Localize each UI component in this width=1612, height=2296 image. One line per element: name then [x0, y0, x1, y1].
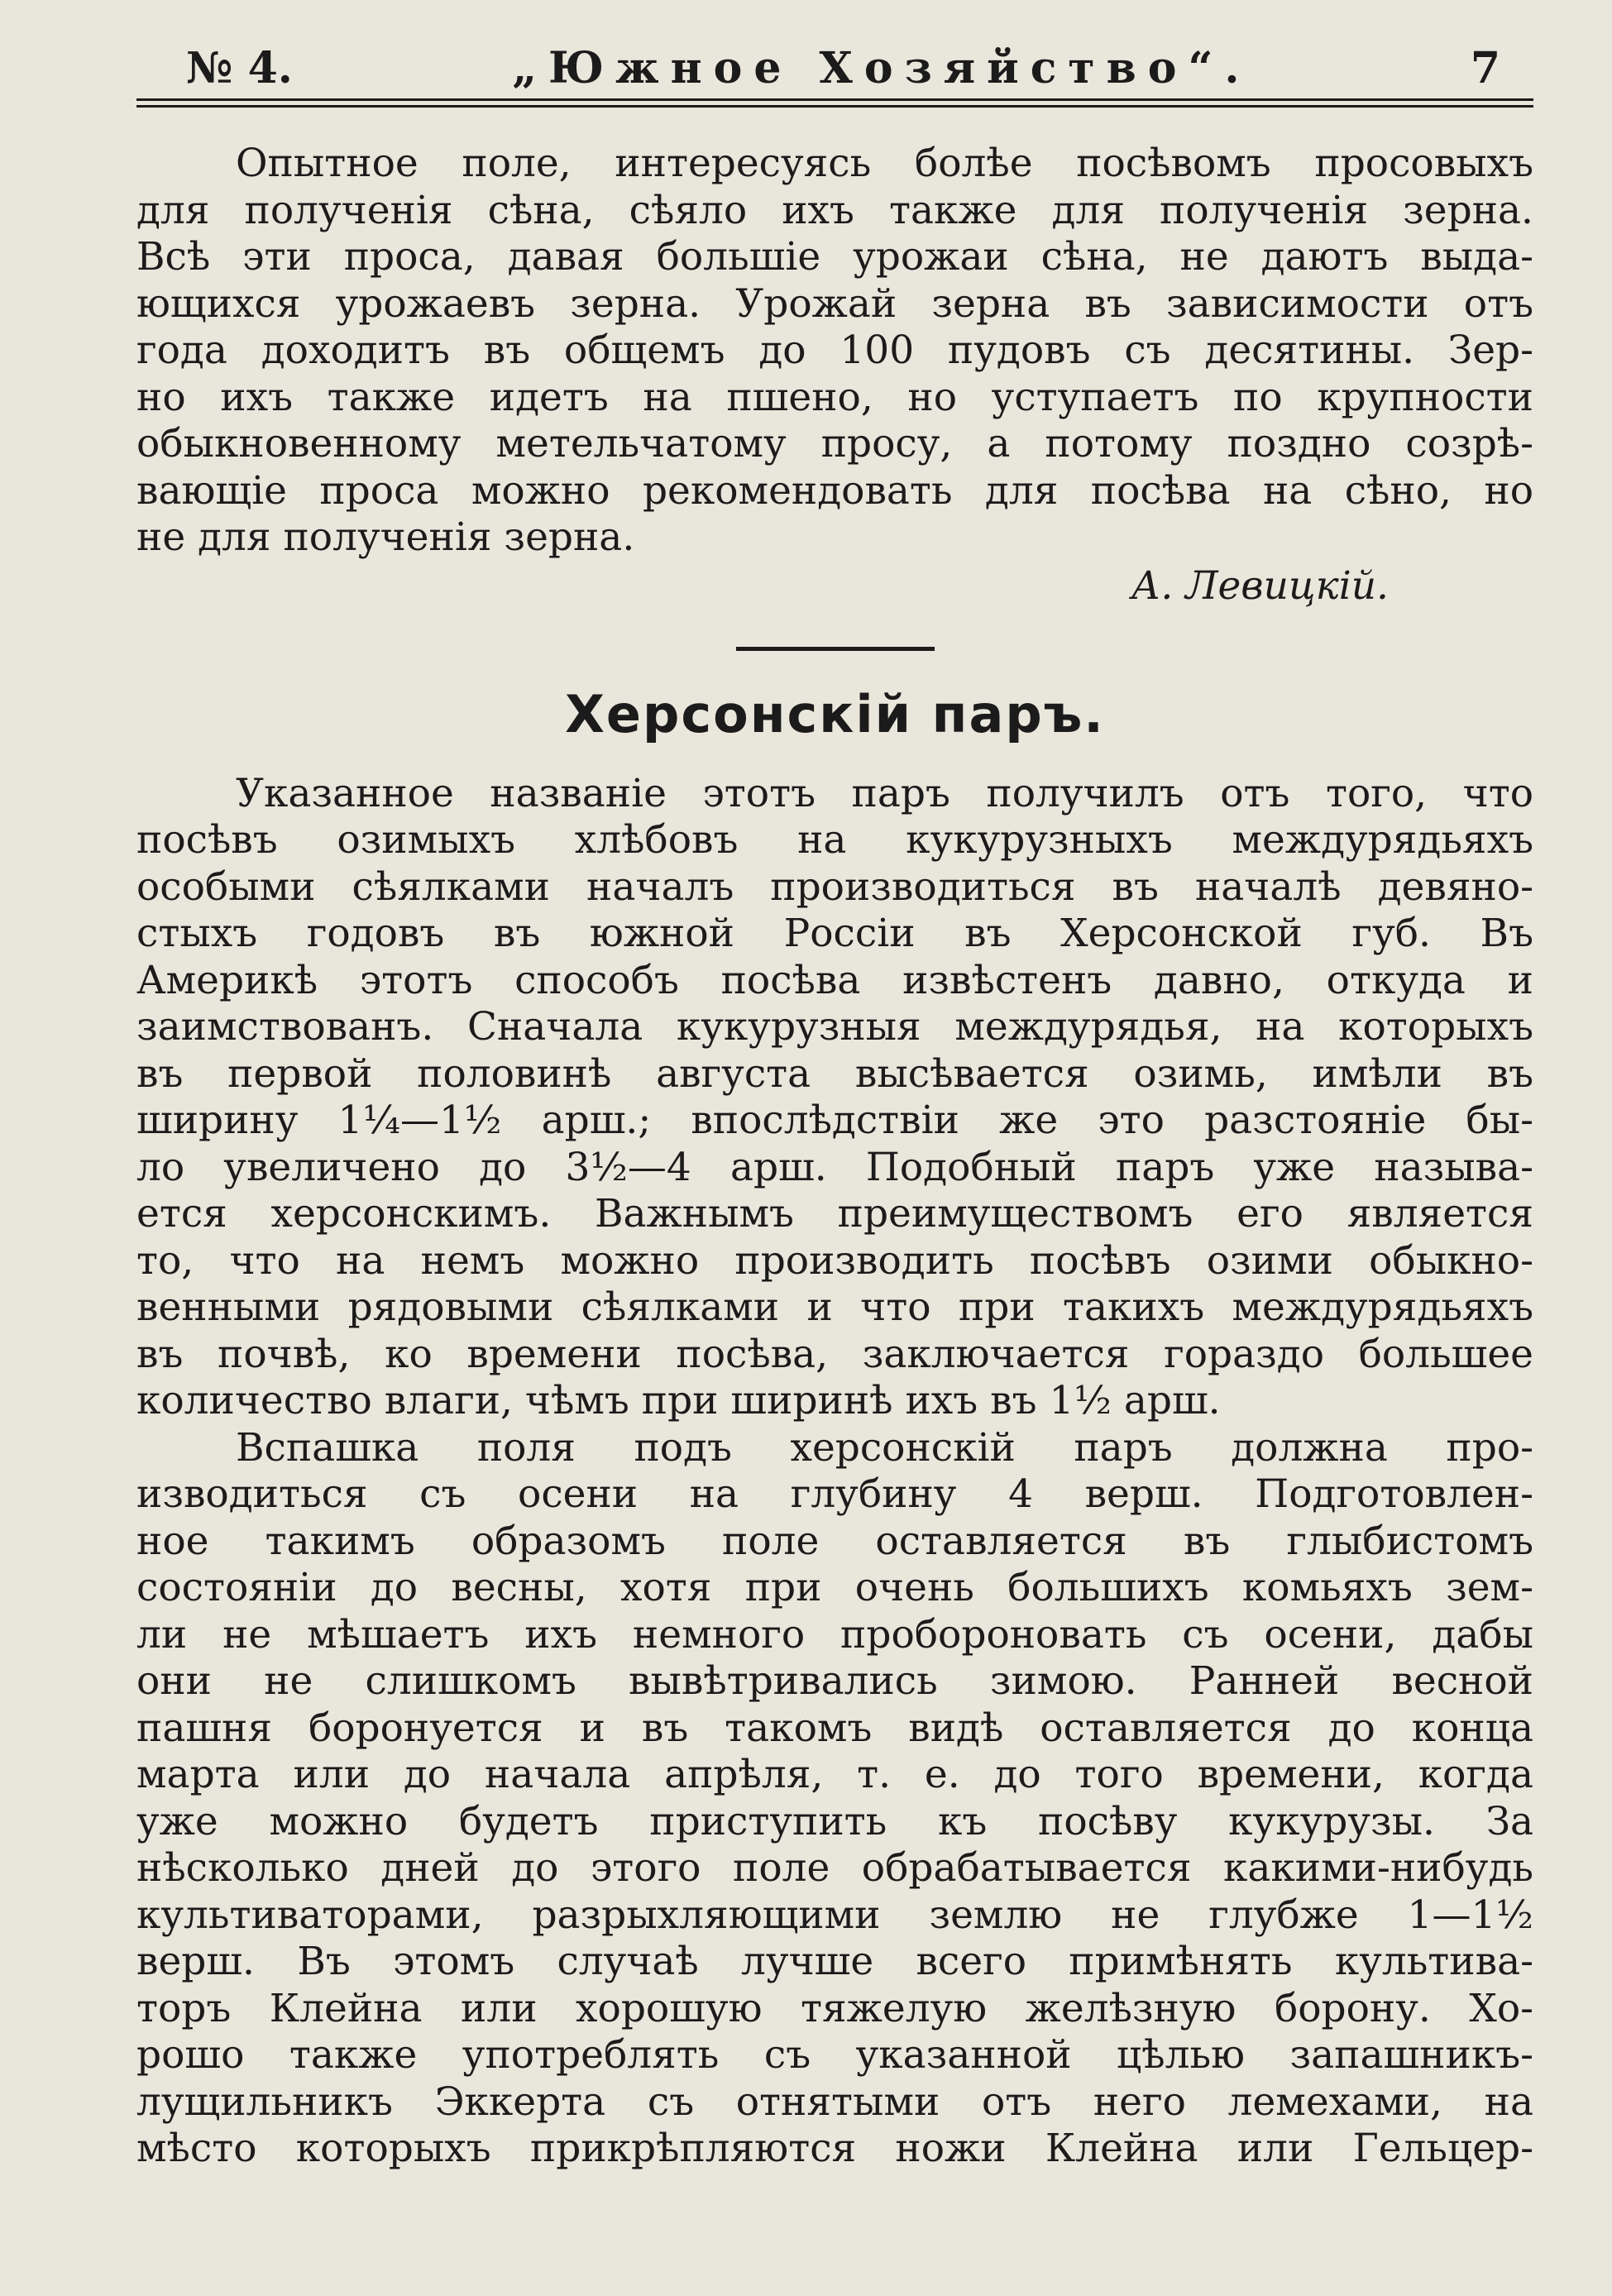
text-line: количество влаги, чѣмъ при ширинѣ ихъ въ 1½ арш. [136, 1378, 1221, 1423]
article-2 [136, 771, 1533, 2173]
text-line: состояніи до весны, хотя при очень большихъ комьяхъ зем- [136, 1565, 1533, 1610]
text-line: изводиться съ осени на глубину 4 верш. Подготовлен- [136, 1471, 1533, 1517]
page-number: 7 [1470, 43, 1500, 93]
text-line: ное такимъ образомъ поле оставляется въ глыбистомъ [136, 1518, 1533, 1564]
text-line: нѣсколько дней до этого поле обрабатывается какими-нибудь [136, 1845, 1533, 1891]
running-header [136, 43, 1533, 98]
text-line: ющихся урожаевъ зерна. Урожай зерна въ зависимости отъ [136, 280, 1533, 327]
text-line: особыми сѣялками началъ производиться въ началѣ девяно- [136, 863, 1533, 910]
text-line: стыхъ годовъ въ южной Россіи въ Херсонской губ. Въ [136, 911, 1533, 956]
text-line: рошо также употреблять съ указанной цѣлью запашникъ- [136, 2032, 1533, 2078]
text-line: марта или до начала апрѣля, т. е. до того времени, когда [136, 1752, 1533, 1797]
header-rule [136, 98, 1533, 108]
text-line: ется херсонскимъ. Важнымъ преимуществомъ его является [136, 1191, 1533, 1236]
text-line: они не слишкомъ вывѣтривались зимою. Ранней весной [136, 1658, 1533, 1704]
text-line: лущильникъ Эккерта съ отнятыми отъ него лемехами, на [136, 2078, 1533, 2125]
text-line: но ихъ также идетъ на пшено, но уступаетъ по крупности [136, 374, 1533, 420]
text-line: Америкѣ этотъ способъ посѣва извѣстенъ давно, откуда и [136, 957, 1533, 1003]
text-line: культиваторами, разрыхляющими землю не глубже 1—1½ [136, 1892, 1533, 1938]
article-heading: Херсонскій паръ. [565, 683, 1105, 744]
text-line: не для полученія зерна. [136, 514, 635, 560]
text-line: ло увеличено до 3½—4 арш. Подобный паръ уже называ- [136, 1144, 1533, 1190]
text-line: заимствованъ. Сначала кукурузныя междурядья, на которыхъ [136, 1004, 1533, 1050]
text-line: Указанное названіе этотъ паръ получилъ отъ того, что [236, 770, 1533, 816]
text-line: обыкновенному метельчатому просу, а потому поздно созрѣ- [136, 421, 1533, 466]
text-line: въ первой половинѣ августа высѣвается озимь, имѣли въ [136, 1050, 1533, 1097]
text-line: посѣвъ озимыхъ хлѣбовъ на кукурузныхъ междурядьяхъ [136, 817, 1533, 863]
issue-number: № 4. [186, 43, 293, 93]
text-line: то, что на немъ можно производить посѣвъ озими обыкно- [136, 1237, 1533, 1284]
text-line: Всѣ эти проса, давая большіе урожаи сѣна, не даютъ выда- [136, 234, 1533, 280]
article-1 [136, 141, 1533, 610]
text-line: Вспашка поля подъ херсонскій паръ должна про- [236, 1424, 1533, 1471]
text-line: вающіе проса можно рекомендовать для посѣва на сѣно, но [136, 467, 1533, 514]
text-line: для полученія сѣна, сѣяло ихъ также для полученія зерна. [136, 187, 1533, 233]
section-divider [736, 647, 935, 651]
text-line: Опытное поле, интересуясь болѣе посѣвомъ просовыхъ [236, 141, 1533, 186]
text-line: въ почвѣ, ко времени посѣва, заключается гораздо большее [136, 1331, 1533, 1377]
text-line: венными рядовыми сѣялками и что при такихъ междурядьяхъ [136, 1284, 1533, 1330]
text-line: уже можно будетъ приступить къ посѣву кукурузы. За [136, 1798, 1533, 1844]
text-line: мѣсто которыхъ прикрѣпляются ножи Клейна или Гельцер- [136, 2126, 1533, 2171]
text-line: ли не мѣшаетъ ихъ немного пробороновать съ осени, дабы [136, 1611, 1533, 1657]
article-2-paragraph-2 [136, 1425, 1533, 2173]
text-line: верш. Въ этомъ случаѣ лучше всего примѣнять культива- [136, 1939, 1533, 1984]
text-line: пашня боронуется и въ такомъ видѣ оставляется до конца [136, 1705, 1533, 1751]
article-1-paragraph [136, 141, 1533, 562]
text-line: года доходитъ въ общемъ до 100 пудовъ съ десятины. Зер- [136, 328, 1533, 373]
text-line: торъ Клейна или хорошую тяжелую желѣзную борону. Хо- [136, 1985, 1533, 2031]
article-2-paragraph-1 [136, 771, 1533, 1425]
journal-title: „Южное Хозяйство“. [512, 43, 1251, 93]
text-line: ширину 1¼—1½ арш.; впослѣдствіи же это разстояніе бы- [136, 1098, 1533, 1143]
author-signature: А. Левицкій. [1131, 562, 1389, 609]
